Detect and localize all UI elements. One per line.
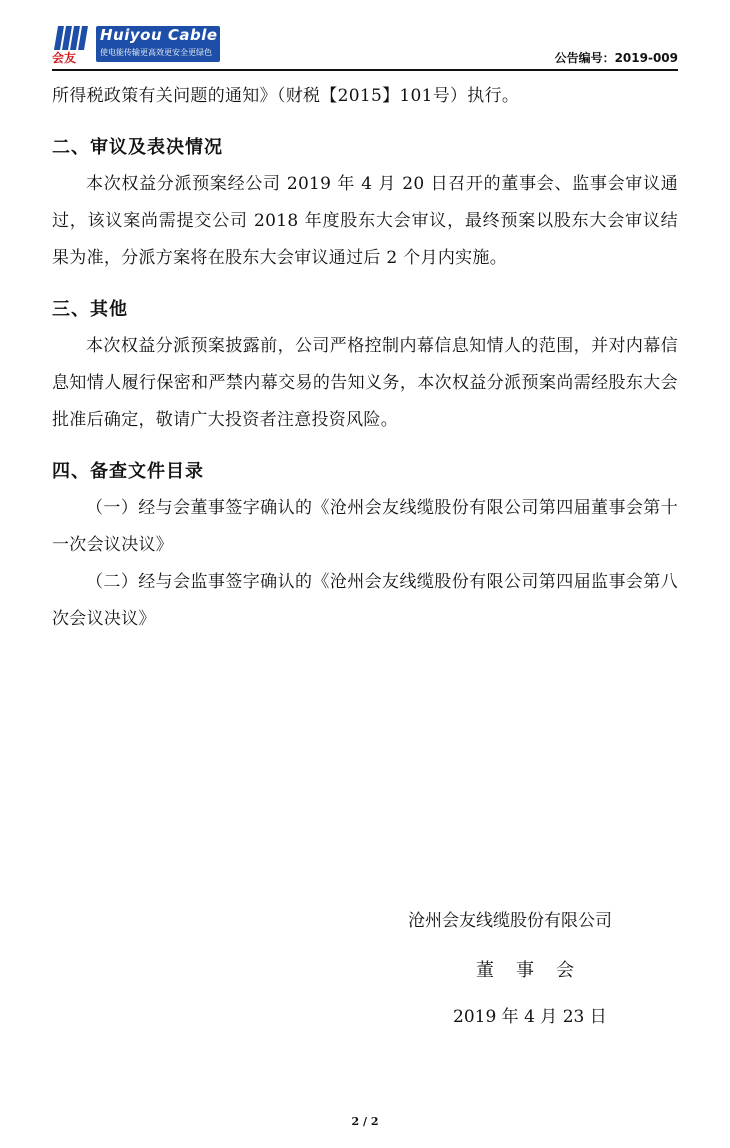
notice-number: 公告编号：2019-009 [554,51,678,65]
page-number: 2 / 2 [351,1115,379,1128]
signature-board: 董事会 [476,960,596,981]
page-header [52,22,678,72]
section-paragraph-other: 本次权益分派预案披露前，公司严格控制内幕信息知情人的范围，并对内幕信息知情人履行保密和严禁内幕交易的告知义务，本次权益分派预案尚需经股东大会批准后确定，敬请广大投资者注意投资风险。 [52,336,678,430]
document-list-item: （一）经与会董事签字确认的《沧州会友线缆股份有限公司第四届董事会第十一次会议决议》 [52,498,678,555]
section-heading-other: 三、其他 [52,299,128,320]
section-paragraph-review: 本次权益分派预案经公司 2019 年 4 月 20 日召开的董事会、监事会审议通过，该议案尚需提交公司 2018 年度股东大会审议，最终预案以股东大会审议结果为准，分派方案将在股东大会审议通过后 2 个月内实施。 [52,174,678,268]
document-body [52,78,678,638]
logo-slogan-text: 使电能传输更高效更安全更绿色 [100,48,212,57]
header-divider [52,69,678,71]
logo-brand-text: Huiyou Cable [100,26,218,44]
signature-date: 2019 年 4 月 23 日 [453,1007,607,1027]
document-list-item: （二）经与会监事签字确认的《沧州会友线缆股份有限公司第四届监事会第八次会议决议》 [52,572,678,629]
continuation-paragraph: 所得税政策有关问题的通知》（财税【2015】101号）执行。 [52,86,520,106]
section-heading-review: 二、审议及表决情况 [52,137,223,158]
signature-company: 沧州会友线缆股份有限公司 [408,911,612,931]
section-heading-documents: 四、备查文件目录 [52,461,204,482]
logo-chinese-name: 会友 [52,51,77,65]
company-logo [52,22,224,66]
